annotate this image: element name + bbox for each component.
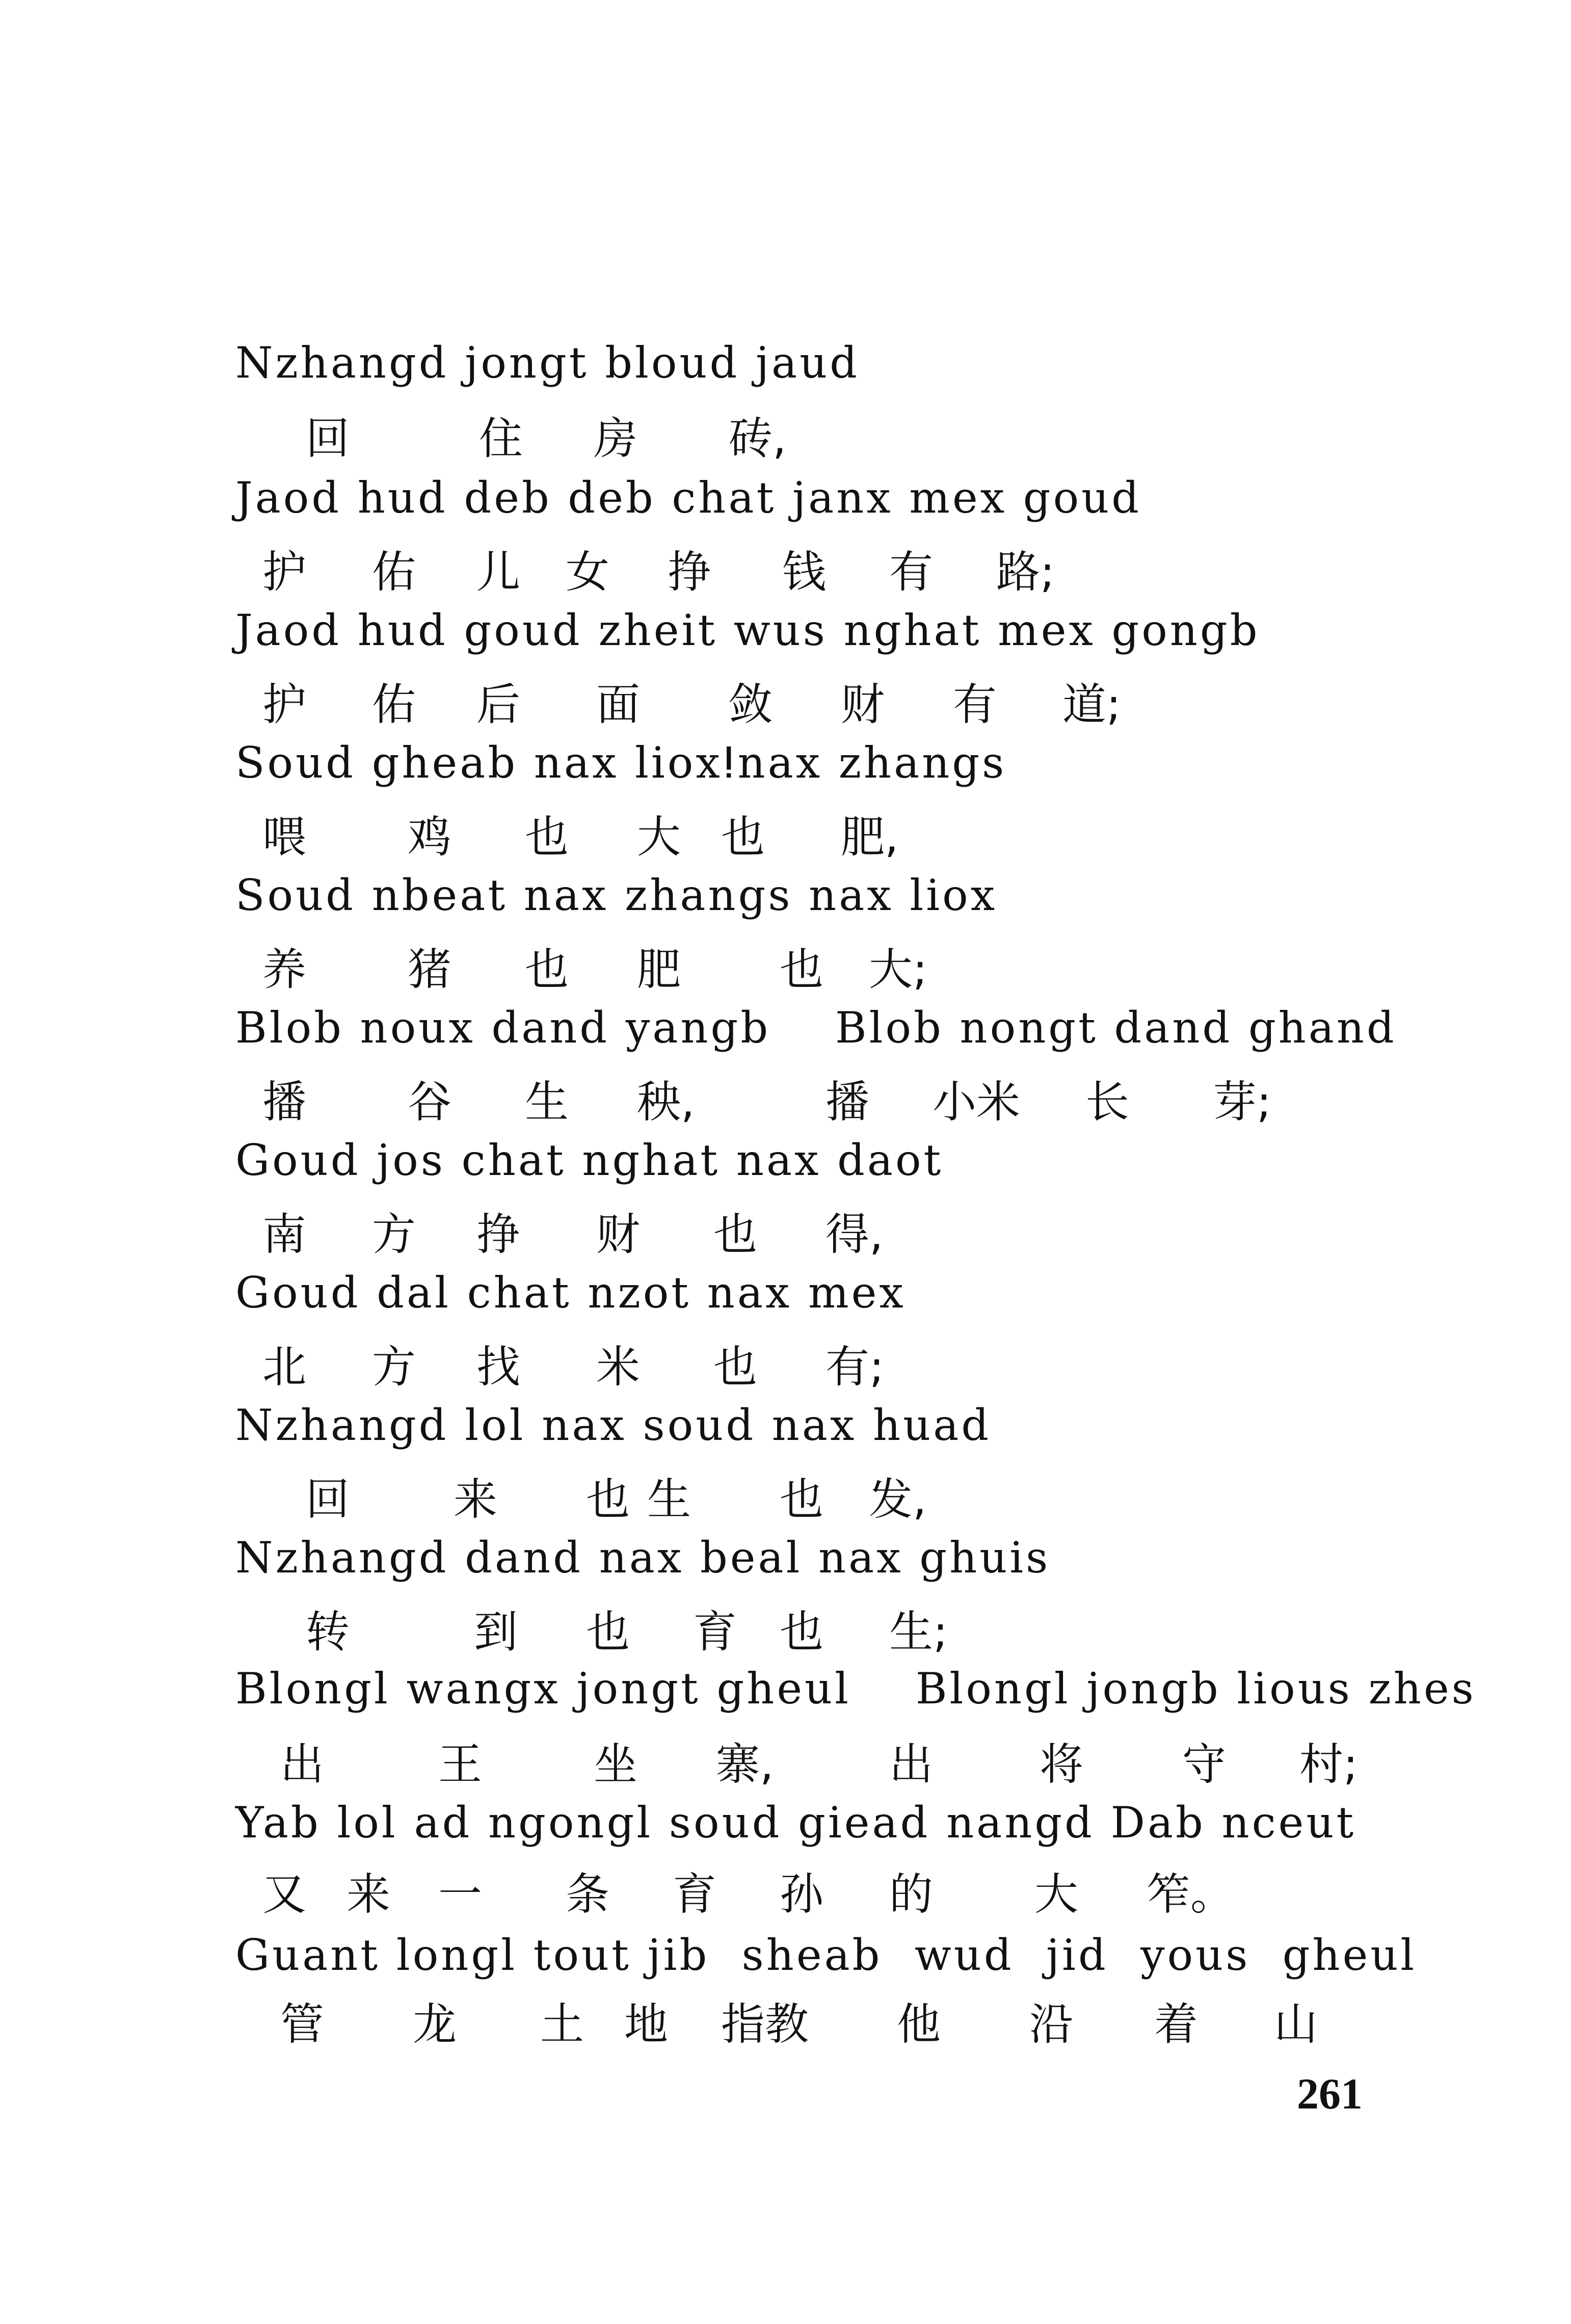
chinese-gloss-line [0, 1739, 1571, 1794]
gloss-word: 转 [306, 1607, 350, 1658]
chinese-gloss-line [0, 547, 1571, 601]
gloss-word: 山 [1274, 1999, 1318, 2050]
gloss-word: 钱 [782, 547, 826, 598]
gloss-word: 沿 [1029, 1999, 1073, 2050]
miao-romanized-line: Nzhangd lol nax soud nax huad [235, 1400, 992, 1450]
gloss-word: 地 [624, 1999, 668, 2050]
chinese-gloss-line [0, 413, 1571, 468]
gloss-word: 有 [889, 547, 933, 598]
miao-romanized-line: Guant longl tout jib sheab wud jid yous gheul [235, 1930, 1417, 1980]
gloss-word: 土 [540, 1999, 584, 2050]
gloss-word: 育 [673, 1869, 716, 1920]
miao-romanized-line: Soud gheab nax lioxⵑnax zhangs [235, 738, 1007, 788]
miao-romanized-line: Blongl wangx jongt gheul Blongl jongb lious zhes [235, 1664, 1476, 1714]
gloss-word: 发, [869, 1474, 927, 1525]
gloss-word: 寨, [716, 1739, 774, 1790]
gloss-word: 到 [474, 1607, 518, 1658]
gloss-word: 也 [713, 1209, 757, 1260]
miao-romanized-line: Yab lol ad ngongl soud giead nangd Dab nceut [235, 1798, 1356, 1848]
miao-romanized-line: Nzhangd jongt bloud jaud [235, 338, 860, 388]
gloss-word: 敛 [729, 679, 773, 730]
gloss-word: 肥 [637, 944, 681, 995]
gloss-word: 村; [1299, 1739, 1358, 1790]
gloss-word: 米 [596, 1342, 640, 1393]
gloss-word: 南 [262, 1209, 306, 1260]
gloss-word: 大; [869, 944, 927, 995]
chinese-gloss-line [0, 944, 1571, 999]
gloss-word: 面 [596, 679, 640, 730]
gloss-word: 挣 [476, 1209, 520, 1260]
gloss-word: 财 [596, 1209, 640, 1260]
gloss-word: 喂 [262, 812, 306, 863]
gloss-word: 大 [1034, 1869, 1078, 1920]
gloss-word: 笮。 [1147, 1869, 1234, 1920]
gloss-word: 后 [476, 679, 520, 730]
gloss-word: 管 [280, 1999, 324, 2050]
gloss-word: 鸡 [408, 812, 451, 863]
gloss-word: 护 [262, 547, 306, 598]
gloss-word: 来 [347, 1869, 390, 1920]
gloss-word: 芽; [1213, 1077, 1271, 1128]
gloss-word: 养 [262, 944, 306, 995]
chinese-gloss-line [0, 1077, 1571, 1131]
gloss-word: 方 [372, 1342, 416, 1393]
gloss-word: 龙 [413, 1999, 457, 2050]
gloss-word: 他 [897, 1999, 941, 2050]
gloss-word: 得, [826, 1209, 884, 1260]
chinese-gloss-line [0, 1869, 1571, 1924]
gloss-word: 有 [953, 679, 997, 730]
gloss-word: 护 [262, 679, 306, 730]
gloss-word: 挣 [668, 547, 711, 598]
gloss-word: 也 [525, 944, 569, 995]
chinese-gloss-line [0, 679, 1571, 734]
gloss-word: 孙 [780, 1869, 823, 1920]
gloss-word: 生 [525, 1077, 569, 1128]
gloss-word: 也 [780, 1474, 823, 1525]
gloss-word: 出 [889, 1739, 933, 1790]
miao-romanized-line: Blob noux dand yangb Blob nongt dand ghand [235, 1003, 1397, 1053]
miao-romanized-line: Goud dal chat nzot nax mex [235, 1268, 906, 1318]
chinese-gloss-line [0, 1999, 1571, 2053]
gloss-word: 也 [586, 1474, 630, 1525]
gloss-word: 也 [713, 1342, 757, 1393]
gloss-word: 播 [826, 1077, 869, 1128]
gloss-word: 住 [479, 413, 523, 464]
gloss-word: 财 [841, 679, 885, 730]
page-number: 261 [1297, 2069, 1363, 2118]
gloss-word: 房 [594, 413, 637, 464]
gloss-word: 大 [637, 812, 681, 863]
gloss-word: 找 [476, 1342, 520, 1393]
gloss-word: 生 [647, 1474, 691, 1525]
gloss-word: 北 [262, 1342, 306, 1393]
chinese-gloss-line [0, 812, 1571, 866]
gloss-word: 回 [306, 413, 350, 464]
gloss-word: 长 [1085, 1077, 1129, 1128]
gloss-word: 佑 [372, 679, 416, 730]
gloss-word: 也 [780, 1607, 823, 1658]
gloss-word: 也 [586, 1607, 630, 1658]
gloss-word: 谷 [408, 1077, 451, 1128]
miao-romanized-line: Soud nbeat nax zhangs nax liox [235, 870, 998, 920]
gloss-word: 的 [889, 1869, 933, 1920]
gloss-word: 王 [438, 1739, 482, 1790]
gloss-word: 道; [1062, 679, 1121, 730]
gloss-word: 条 [566, 1869, 609, 1920]
gloss-word: 肥, [841, 812, 899, 863]
gloss-word: 育 [693, 1607, 737, 1658]
gloss-word: 回 [306, 1474, 350, 1525]
gloss-word: 守 [1182, 1739, 1226, 1790]
gloss-word: 也 [721, 812, 765, 863]
gloss-word: 猪 [408, 944, 451, 995]
gloss-word: 指教 [721, 1999, 809, 2050]
gloss-word: 出 [280, 1739, 324, 1790]
gloss-word: 也 [780, 944, 823, 995]
gloss-word: 将 [1040, 1739, 1083, 1790]
gloss-word: 路; [996, 547, 1055, 598]
gloss-word: 方 [372, 1209, 416, 1260]
chinese-gloss-line [0, 1209, 1571, 1264]
gloss-word: 生; [889, 1607, 948, 1658]
miao-romanized-line: Jaod hud deb deb chat janx mex goud [235, 473, 1142, 523]
chinese-gloss-line [0, 1607, 1571, 1661]
miao-romanized-line: Goud jos chat nghat nax daot [235, 1135, 944, 1185]
gloss-word: 儿 [476, 547, 520, 598]
gloss-word: 来 [454, 1474, 497, 1525]
miao-romanized-line: Nzhangd dand nax beal nax ghuis [235, 1533, 1051, 1583]
miao-romanized-line: Jaod hud goud zheit wus nghat mex gongb [235, 605, 1260, 655]
gloss-word: 佑 [372, 547, 416, 598]
gloss-word: 着 [1154, 1999, 1198, 2050]
gloss-word: 小米 [933, 1077, 1020, 1128]
gloss-word: 有; [826, 1342, 884, 1393]
gloss-word: 女 [566, 547, 609, 598]
gloss-word: 播 [262, 1077, 306, 1128]
gloss-word: 又 [262, 1869, 306, 1920]
gloss-word: 砖, [729, 413, 787, 464]
chinese-gloss-line [0, 1342, 1571, 1396]
gloss-word: 一 [438, 1869, 482, 1920]
gloss-word: 秧, [637, 1077, 695, 1128]
gloss-word: 坐 [594, 1739, 637, 1790]
chinese-gloss-line [0, 1474, 1571, 1529]
gloss-word: 也 [525, 812, 569, 863]
